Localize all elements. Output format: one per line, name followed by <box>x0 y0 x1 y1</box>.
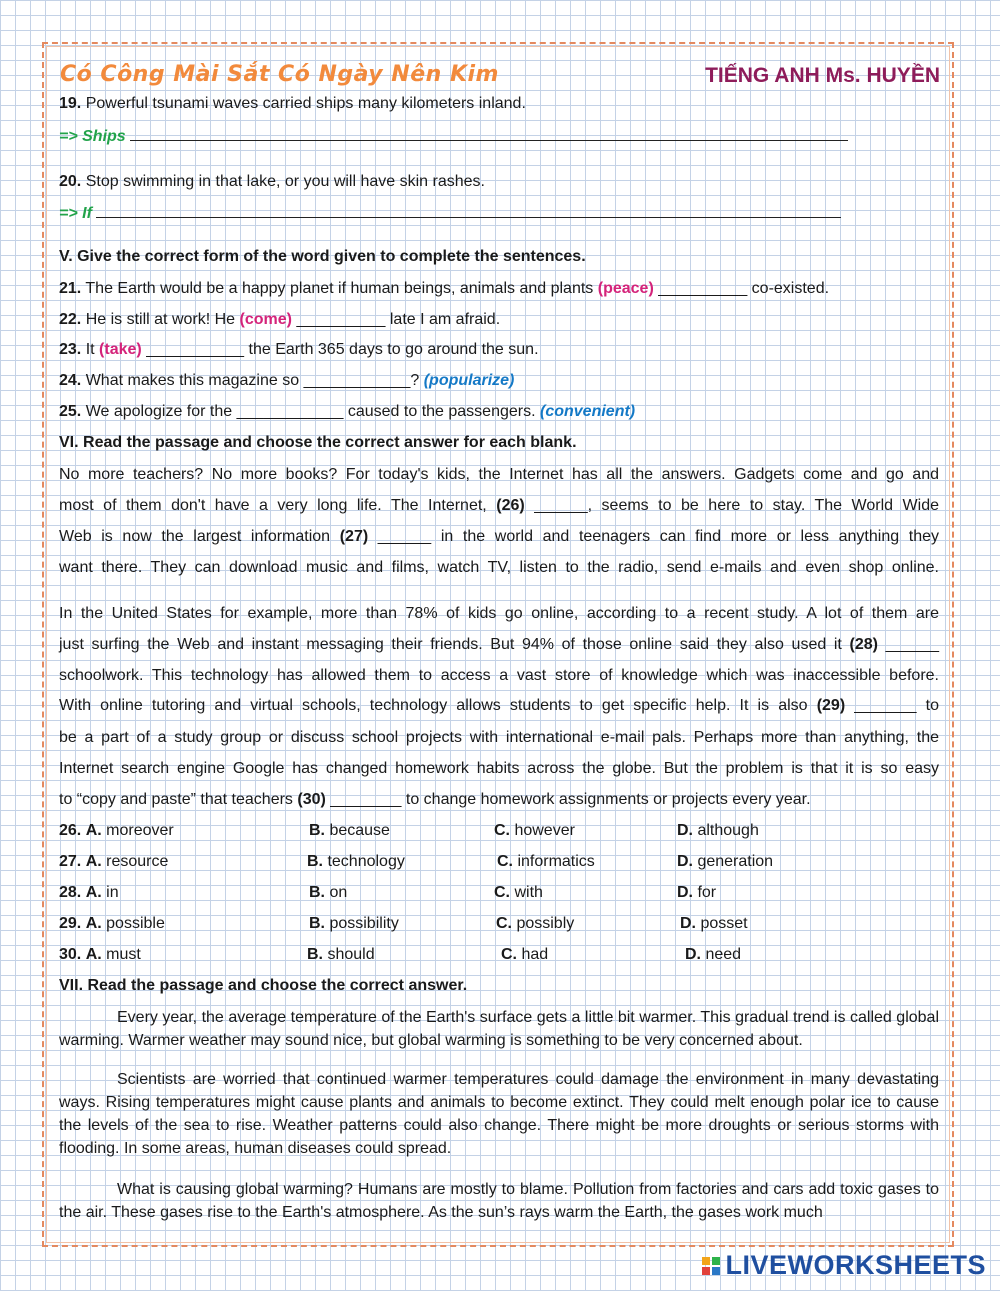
passage-3-paragraph-1: Every year, the average temperature of the Earth's surface gets a little bit warmer. This gradual trend is called global warming. Warmer weather may sound nice, but global warming is something to be very concerned about. <box>59 1009 939 1049</box>
answer-line-20: => If <box>59 202 841 224</box>
passage-2-line-5: be a part of a study group or discuss school projects with international e-mail pals. Perhaps more than anything, the <box>59 729 939 746</box>
passage-2-line-6: Internet search engine Google has changed homework habits across the globe. But the problem is that it is so easy <box>59 760 939 777</box>
liveworksheets-logo-icon <box>702 1257 720 1275</box>
passage-3-paragraph-3: What is causing global warming? Humans are mostly to blame. Pollution from factories and cars add toxic gases to the air. These gases rise to the Earth's atmosphere. As the sun’s rays warm the Earth, the gases work much <box>59 1181 939 1221</box>
option-30-a[interactable]: 30. A. must <box>59 946 141 963</box>
option-26-a[interactable]: 26. A. moreover <box>59 822 174 839</box>
question-19: 19. Powerful tsunami waves carried ships many kilometers inland. <box>59 95 526 112</box>
liveworksheets-logo-text: LIVEWORKSHEETS <box>725 1250 986 1280</box>
option-27-b[interactable]: B. technology <box>307 853 405 870</box>
option-30-d[interactable]: D. need <box>685 946 742 963</box>
passage-2-line-7: to “copy and paste” that teachers (30) ________ to change homework assignments or projects every year. <box>59 791 811 808</box>
blank-26[interactable]: ______, seems to be here to stay. The World Wide <box>524 497 940 514</box>
question-22: 22. He is still at work! He (come) __________ late I am afraid. <box>59 311 501 328</box>
question-20: 20. Stop swimming in that lake, or you will have skin rashes. <box>59 173 485 190</box>
blank-25[interactable]: ____________ <box>236 403 344 420</box>
question-23: 23. It (take) ___________ the Earth 365 days to go around the sun. <box>59 341 539 358</box>
passage-2-line-2: just surfing the Web and instant messaging their friends. But 94% of those online said they also used it (28) ______ <box>59 636 939 653</box>
option-27-d[interactable]: D. generation <box>677 853 774 870</box>
passage-1-line-1: No more teachers? No more books? For today's kids, the Internet has all the answers. Gadgets come and go and <box>59 466 939 483</box>
passage-2-line-3: schoolwork. This technology has allowed them to access a vast store of knowledge which was inaccessible before. <box>59 667 939 684</box>
option-28-b[interactable]: B. on <box>309 884 348 901</box>
option-30-c[interactable]: C. had <box>501 946 549 963</box>
option-29-c[interactable]: C. possibly <box>496 915 575 932</box>
option-27-c[interactable]: C. informatics <box>497 853 595 870</box>
option-26-b[interactable]: B. because <box>309 822 390 839</box>
section-5-title: V. Give the correct form of the word given to complete the sentences. <box>59 248 586 265</box>
option-29-a[interactable]: 29. A. possible <box>59 915 165 932</box>
option-28-c[interactable]: C. with <box>494 884 543 901</box>
option-30-b[interactable]: B. should <box>307 946 375 963</box>
blank-22[interactable]: __________ <box>296 311 386 328</box>
option-29-d[interactable]: D. posset <box>680 915 748 932</box>
passage-2-line-4: With online tutoring and virtual schools, technology allows students to get specific help. It is also (29) _______ to <box>59 697 939 714</box>
answer-input-20[interactable] <box>96 202 841 218</box>
passage-1-line-3: Web is now the largest information (27) ______ in the world and teenagers can find more or less anything they <box>59 528 939 545</box>
blank-24[interactable]: ____________ <box>303 372 411 389</box>
question-25: 25. We apologize for the ____________ caused to the passengers. (convenient) <box>59 403 636 420</box>
blank-30[interactable]: ________ to change homework assignments or projects every year. <box>325 791 811 808</box>
liveworksheets-logo[interactable] <box>702 1250 986 1281</box>
header-motto: Có Công Mài Sắt Có Ngày Nên Kim <box>60 62 499 87</box>
blank-21[interactable]: __________ <box>658 280 748 297</box>
option-27-a[interactable]: 27. A. resource <box>59 853 169 870</box>
passage-1-line-2: most of them don't have a very long life. The Internet, (26) ______, seems to be here to stay. The World Wide <box>59 497 940 514</box>
blank-29[interactable]: _______ to <box>845 697 939 714</box>
question-24: 24. What makes this magazine so ____________? (popularize) <box>59 372 515 389</box>
blank-27[interactable]: ______ in the world and teenagers can find more or less anything they <box>368 528 939 545</box>
option-29-b[interactable]: B. possibility <box>309 915 399 932</box>
passage-1-line-4: want there. They can download music and films, watch TV, listen to the radio, send e-mails and even shop online. <box>59 559 939 576</box>
section-7-title: VII. Read the passage and choose the correct answer. <box>59 977 468 994</box>
blank-23[interactable]: ___________ <box>146 341 245 358</box>
section-6-title: VI. Read the passage and choose the correct answer for each blank. <box>59 434 577 451</box>
passage-3-paragraph-2: Scientists are worried that continued warmer temperatures could damage the environment in many devastating ways. Rising temperatures might cause plants and animals to become extinct. They could melt enough polar ice to cause the levels of the sea to rise. Weather patterns could also change. There might be more droughts or serious storms with flooding. In some areas, human diseases could spread. <box>59 1071 939 1157</box>
header-teacher: TIẾNG ANH Ms. HUYỀN <box>705 64 940 87</box>
answer-input-19[interactable] <box>130 125 848 141</box>
option-28-a[interactable]: 28. A. in <box>59 884 119 901</box>
option-26-c[interactable]: C. however <box>494 822 575 839</box>
passage-2-line-1: In the United States for example, more than 78% of kids go online, according to a recent study. A lot of them are <box>59 605 939 622</box>
question-21: 21. The Earth would be a happy planet if human beings, animals and plants (peace) __________ co-existed. <box>59 280 830 297</box>
option-28-d[interactable]: D. for <box>677 884 717 901</box>
answer-line-19: => Ships <box>59 125 848 147</box>
blank-28[interactable]: ______ <box>877 636 939 653</box>
option-26-d[interactable]: D. although <box>677 822 759 839</box>
